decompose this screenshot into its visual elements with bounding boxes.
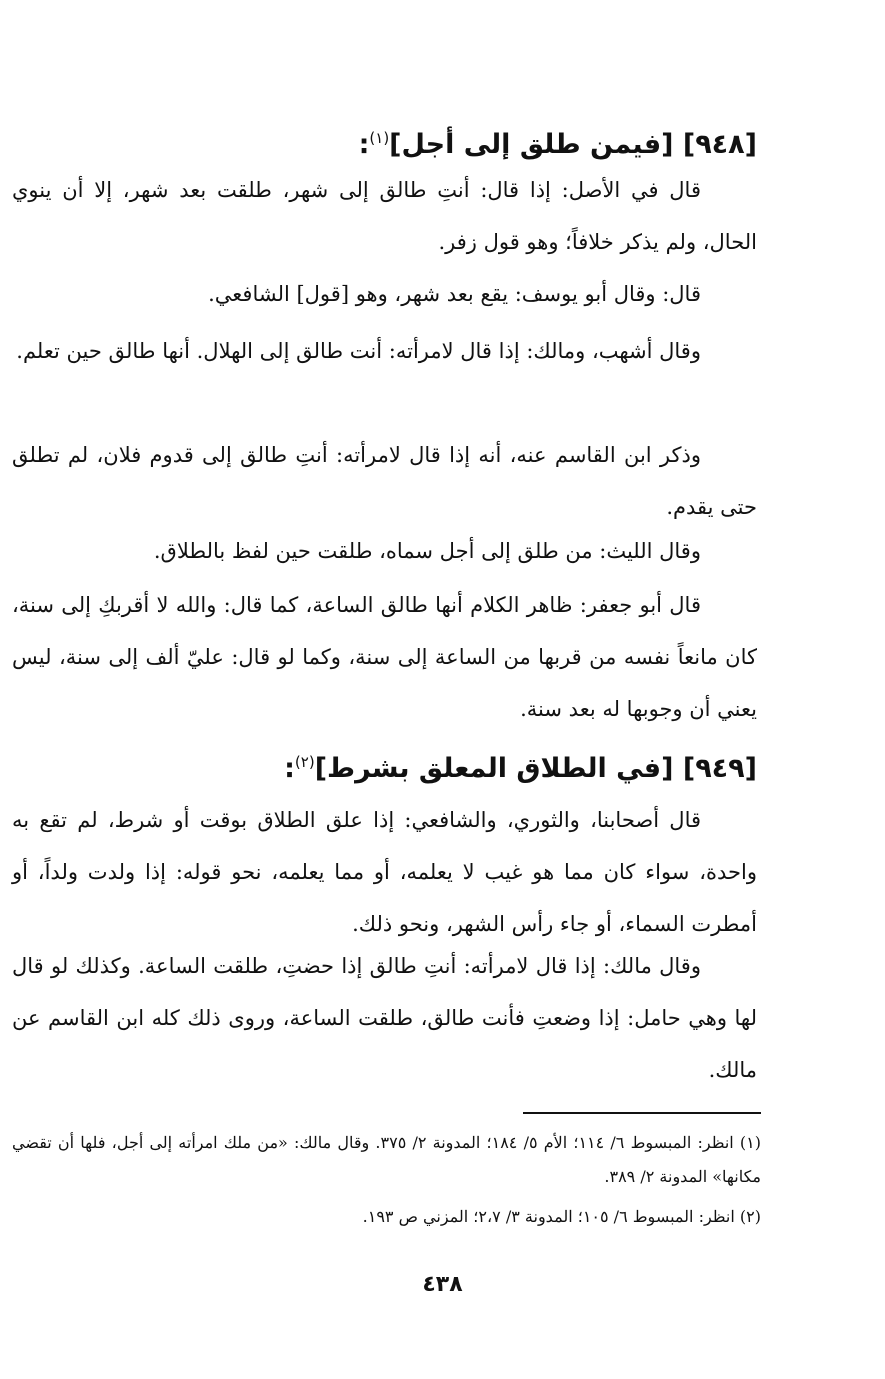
footnote: (٢) انظر: المبسوط ٦/ ١٠٥؛ المدونة ٣/ ٢،٧؛ المزني ص ١٩٣. [362,1207,761,1226]
section-heading-948 [137,118,757,165]
heading-text: [٩٤٨] [فيمن طلق إلى أجل] [389,129,757,160]
footnote: (١) انظر: المبسوط ٦/ ١١٤؛ الأم ٥/ ١٨٤؛ المدونة ٢/ ٣٧٥. وقال مالك: «من ملك امرأته إلى أجل، فلها أن تقضي مكانها» المدونة ٢/ ٣٨٩. [12,1133,761,1186]
paragraph: قال في الأصل: إذا قال: أنتِ طالق إلى شهر، طلقت بعد شهر، إلا أن ينوي الحال، ولم يذكر خلافاً؛ وهو قول زفر. [12,178,757,254]
paragraph: وقال الليث: من طلق إلى أجل سماه، طلقت حين لفظ بالطلاق. [153,539,701,563]
heading-colon: : [284,753,295,784]
paragraph: وقال مالك: إذا قال لامرأته: أنتِ طالق إذا حضتِ، طلقت الساعة. وكذلك لو قال لها وهي حامل: إذا وضعتِ فأنت طالق، طلقت الساعة، وروى ذلك كله ابن القاسم عن مالك. [12,954,757,1082]
heading-text: [٩٤٩] [في الطلاق المعلق بشرط] [314,753,757,784]
paragraph: قال: وقال أبو يوسف: يقع بعد شهر، وهو [قول] الشافعي. [208,282,701,306]
footnote-separator [523,1112,761,1114]
paragraph: قال أصحابنا، والثوري، والشافعي: إذا علق الطلاق بوقت أو شرط، لم تقع به واحدة، سواء كان مما هو غيب لا يعلمه، أو مما يعلمه، نحو قوله: إذا ولدت ولداً، أو أمطرت السماء، أو جاء رأس الشهر، ونحو ذلك. [12,808,757,936]
paragraph: وذكر ابن القاسم عنه، أنه إذا قال لامرأته: أنتِ طالق إلى قدوم فلان، لم تطلق حتى يقدم. [12,443,757,519]
page-number: ٤٣٨ [422,1272,463,1297]
heading-colon: : [358,129,370,160]
section-heading-949 [137,742,757,789]
paragraph: وقال أشهب، ومالك: إذا قال لامرأته: أنت طالق إلى الهلال. أنها طالق حين تعلم. [16,339,701,363]
footnote-ref: (٢) [294,753,315,771]
footnote-ref: (١) [369,129,390,147]
paragraph: قال أبو جعفر: ظاهر الكلام أنها طالق الساعة، كما قال: والله لا أقربكِ إلى سنة، كان مانعاً نفسه من قربها من الساعة إلى سنة، وكما لو قال: عليّ ألف إلى سنة، ليس يعني أن وجوبها له بعد سنة. [12,593,757,721]
